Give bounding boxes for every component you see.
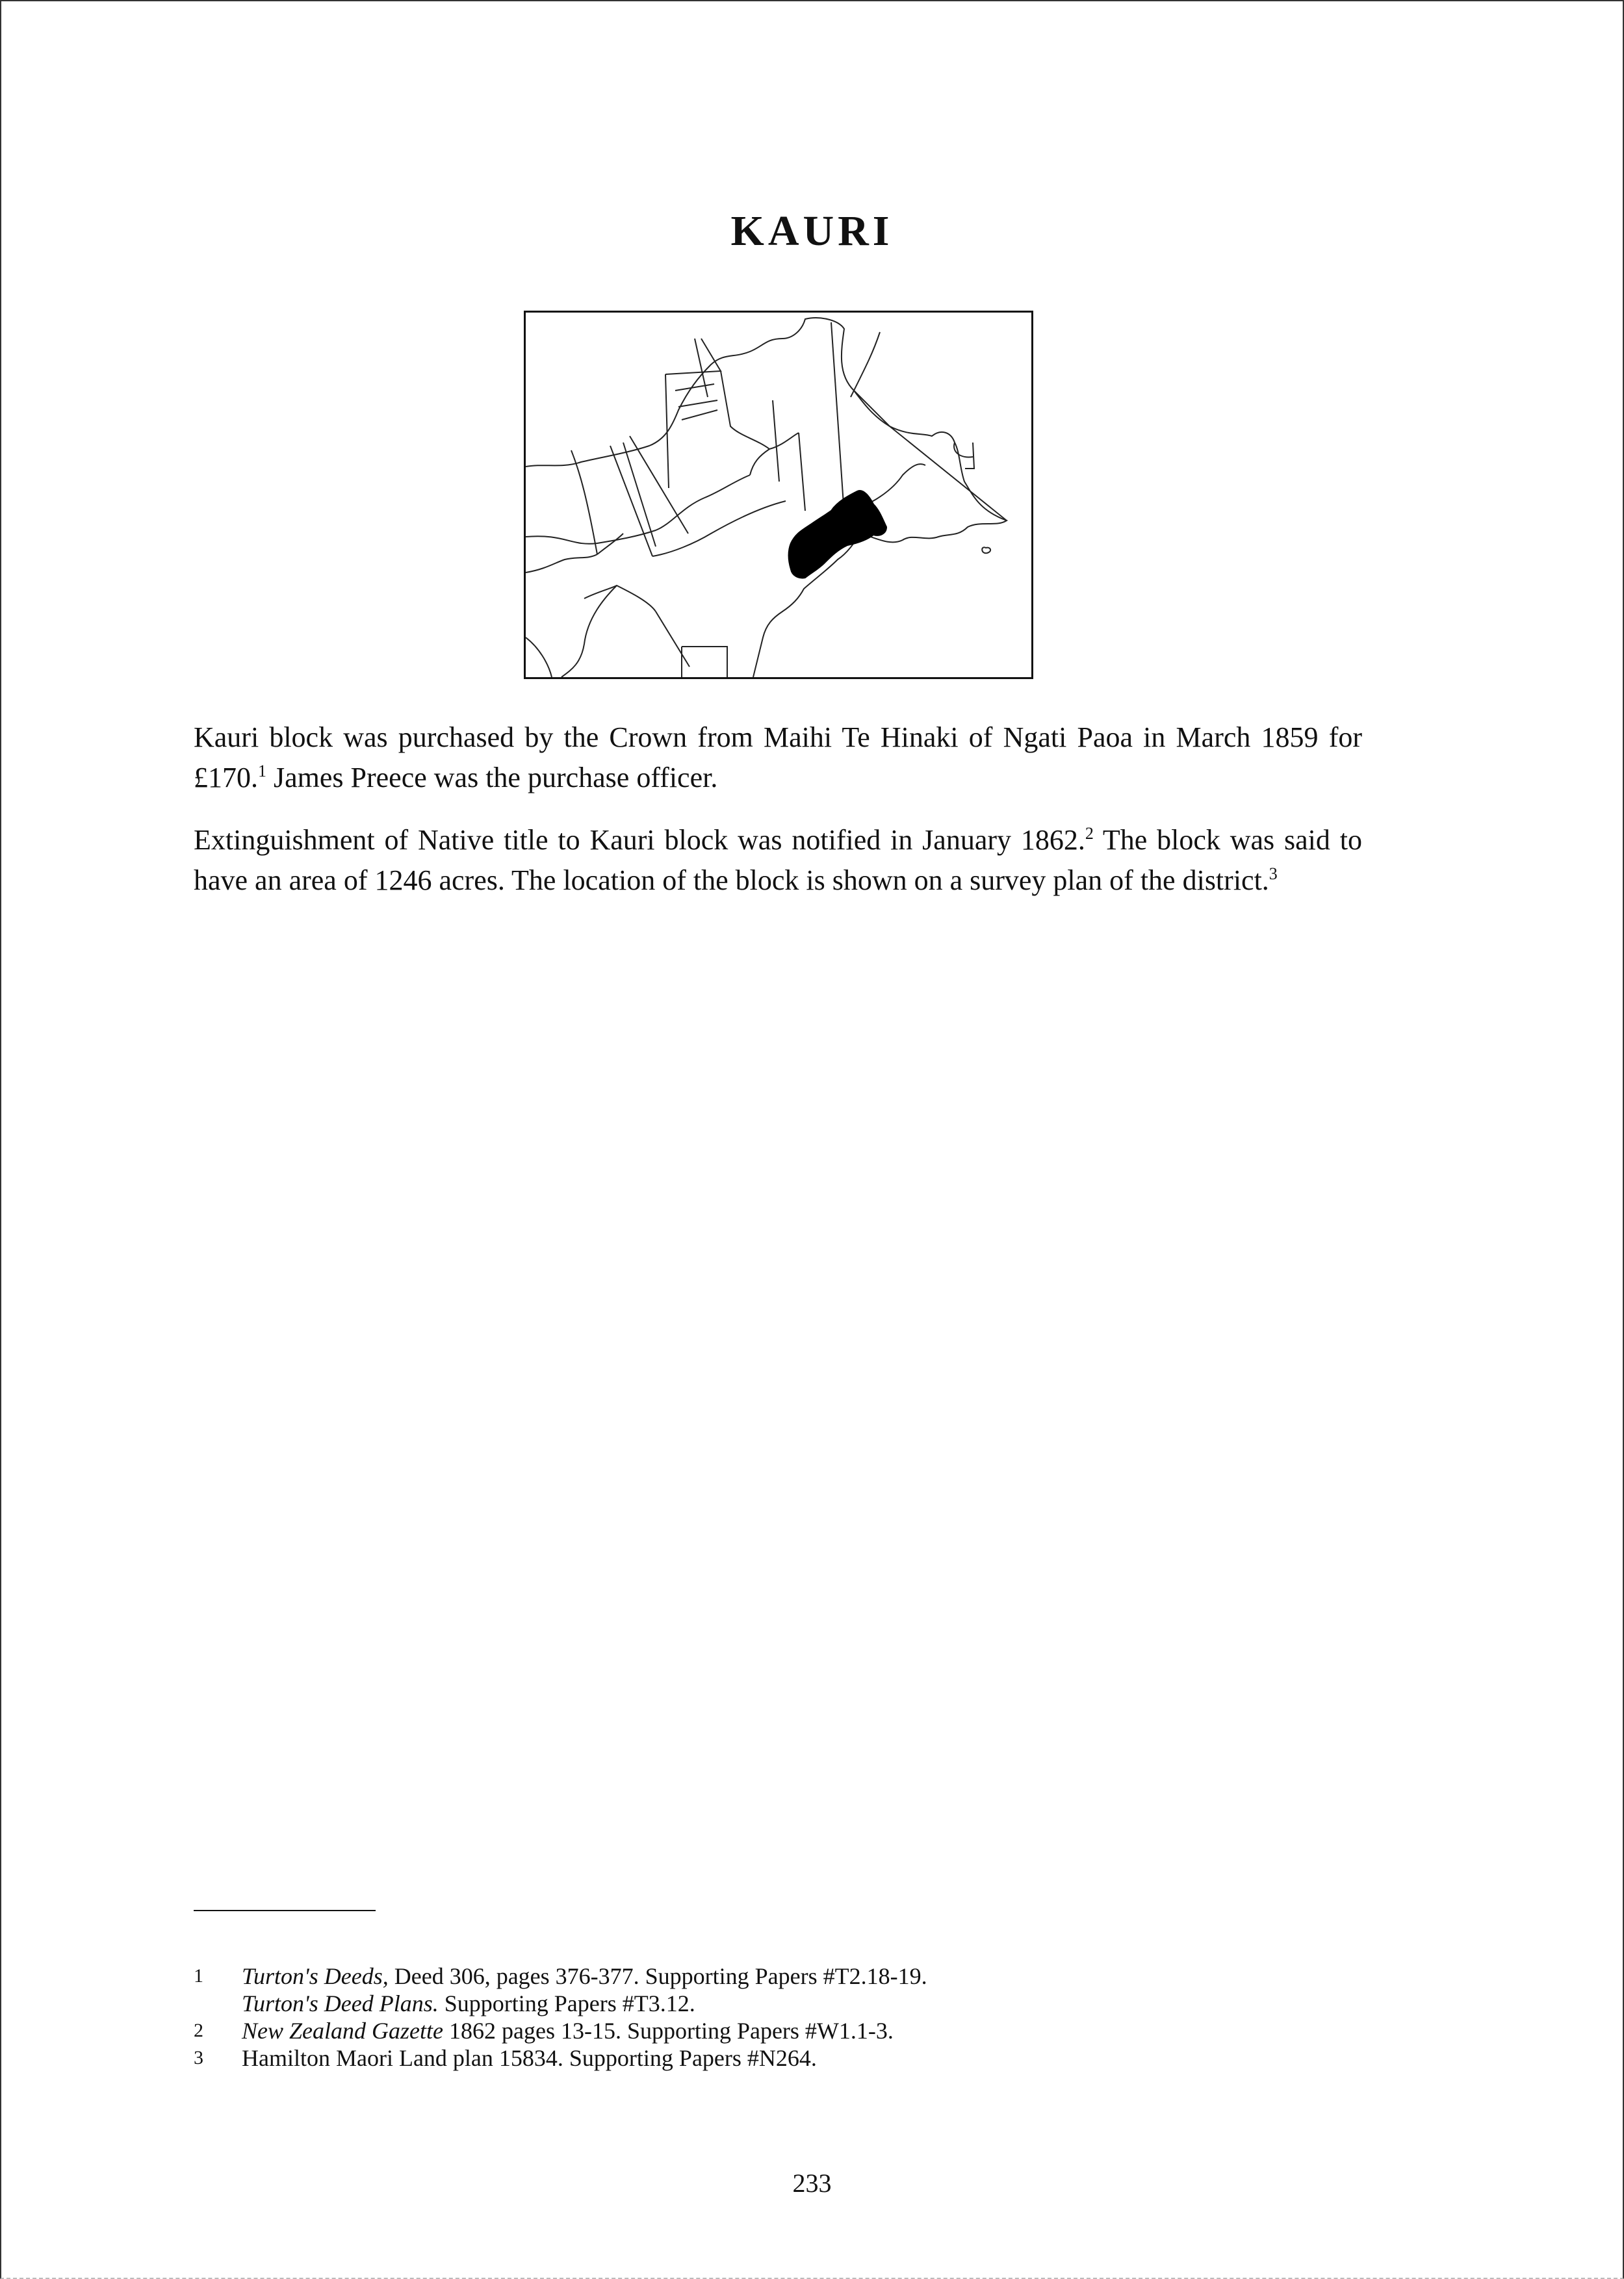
boundary-line: [675, 384, 717, 420]
locality-map: [524, 311, 1033, 679]
footnote-number: 3: [194, 2047, 203, 2068]
boundary-line: [682, 647, 727, 677]
footnote-citation: 1862 pages 13-15. Supporting Papers #W1.1-3.: [443, 2018, 894, 2044]
kauri-block-shaded: [789, 491, 886, 578]
footnote-rule: [194, 1910, 376, 1911]
boundary-line: [526, 554, 597, 573]
footnote-2: [194, 2017, 1363, 2044]
boundary-line: [597, 534, 623, 554]
boundary-line: [526, 475, 750, 544]
footnote-text: [242, 1963, 1363, 2017]
footnote-text: [242, 2044, 1363, 2072]
boundary-line: [890, 426, 1007, 521]
footnote-citation-italic: Turton's Deeds,: [242, 1963, 389, 1989]
paragraph-1-text: Kauri block was purchased by the Crown from Maihi Te Hinaki of Ngati Paoa in March 1859 for £170.: [194, 721, 1362, 793]
coastline: [526, 318, 1007, 677]
boundary-line: [652, 501, 786, 556]
footnote-citation: Deed 306, pages 376-377. Supporting Papers #T2.18-19.: [388, 1963, 927, 1989]
boundary-line: [854, 391, 890, 426]
boundary-line: [571, 450, 597, 554]
footnote-citation: Hamilton Maori Land plan 15834. Supporting Papers #N264.: [242, 2045, 817, 2071]
boundary-line: [750, 433, 799, 475]
page-title: KAURI: [730, 207, 894, 255]
footnote-number: 2: [194, 2020, 203, 2041]
footnote-citation-italic: Turton's Deed Plans.: [242, 1990, 439, 2016]
footnote-ref-2: 2: [1085, 824, 1094, 843]
boundary-line: [773, 400, 779, 482]
footnote-1: [194, 1963, 1363, 2017]
footnote-3: [194, 2044, 1363, 2072]
footnote-text: [242, 2017, 1363, 2044]
boundary-line: [526, 637, 552, 677]
boundary-line: [584, 586, 656, 612]
boundary-line: [623, 443, 656, 547]
boundary-line: [851, 332, 880, 397]
paragraph-2-text: Extinguishment of Native title to Kauri block was notified in January 1862.: [194, 824, 1085, 856]
footnote-ref-1: 1: [258, 762, 266, 780]
paragraph-2: [194, 820, 1362, 901]
footnote-citation-italic: New Zealand Gazette: [242, 2018, 443, 2044]
footnote-ref-3: 3: [1269, 864, 1278, 883]
paragraph-1-text-cont: James Preece was the purchase officer.: [266, 762, 718, 793]
boundary-line: [799, 433, 805, 511]
footnotes: [194, 1963, 1363, 2072]
boundary-line: [656, 612, 690, 667]
boundary-line: [561, 586, 617, 677]
page-number: 233: [792, 2169, 832, 2198]
footnote-citation: Supporting Papers #T3.12.: [438, 1990, 695, 2016]
island-outline: [982, 547, 990, 553]
boundary-line: [721, 371, 769, 449]
paragraph-2-text-cont: The block was said to have an area of 1246 acres. The location of the block is shown on a survey plan of the district.: [194, 824, 1362, 896]
boundary-line: [665, 339, 721, 374]
map-lines: [526, 313, 1031, 677]
footnote-number: 1: [194, 1965, 203, 1987]
boundary-line: [965, 443, 974, 469]
paragraph-1: [194, 717, 1362, 798]
